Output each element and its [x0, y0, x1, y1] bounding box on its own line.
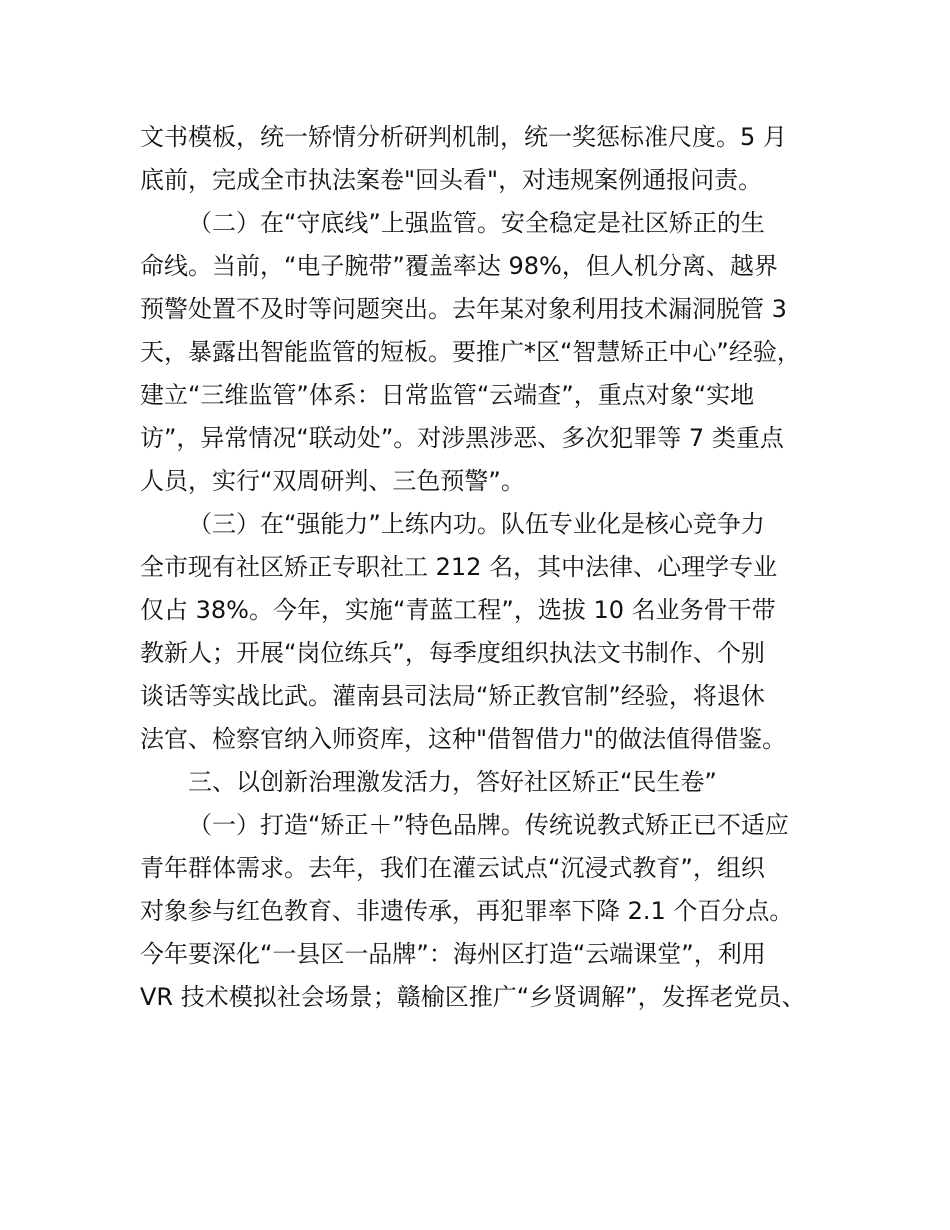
text-line: VR 技术模拟社会场景；赣榆区推广“乡贤调解”，发挥老党员、	[140, 983, 806, 1011]
text-line: 今年要深化“一县区一品牌”：海州区打造“云端课堂”，利用	[140, 940, 766, 968]
section-heading-3	[140, 761, 840, 804]
text-line: 建立“三维监管”体系：日常监管“云端查”，重点对象“实地	[140, 381, 755, 409]
heading-line: 三、以创新治理激发活力，答好社区矫正“民生卷”	[188, 768, 717, 796]
text-line: 访”，异常情况“联动处”。对涉黑涉恶、多次犯罪等 7 类重点	[140, 424, 784, 452]
text-line: 全市现有社区矫正专职社工 212 名，其中法律、心理学专业	[140, 553, 778, 581]
paragraph-section-2-3	[140, 503, 840, 761]
text-line: （二）在“守底线”上强监管。安全稳定是社区矫正的生	[188, 209, 765, 237]
paragraph-section-3-1	[140, 804, 840, 1019]
text-line: 对象参与红色教育、非遗传承，再犯罪率下降 2.1 个百分点。	[140, 897, 794, 925]
paragraph-section-2-2	[140, 202, 840, 503]
text-line: 仅占 38%。今年，实施“青蓝工程”，选拔 10 名业务骨干带	[140, 596, 776, 624]
text-line: 命线。当前，“电子腕带”覆盖率达 98%，但人机分离、越界	[140, 252, 778, 280]
text-line: 底前，完成全市执法案卷"回头看"，对违规案例通报问责。	[140, 166, 763, 194]
text-line: 青年群体需求。去年，我们在灌云试点“沉浸式教育”，组织	[140, 854, 765, 882]
document-body	[140, 116, 840, 1019]
text-line: 天，暴露出智能监管的短板。要推广*区“智慧矫正中心”经验，	[140, 338, 801, 366]
text-line: 预警处置不及时等问题突出。去年某对象利用技术漏洞脱管 3	[140, 295, 787, 323]
text-line: 文书模板，统一矫情分析研判机制，统一奖惩标准尺度。5 月	[140, 123, 787, 151]
paragraph-continuation	[140, 116, 840, 202]
text-line: 谈话等实战比武。灌南县司法局“矫正教官制”经验，将退休	[140, 682, 765, 710]
text-line: 人员，实行“双周研判、三色预警”。	[140, 467, 525, 495]
text-line: 教新人；开展“岗位练兵”，每季度组织执法文书制作、个别	[140, 639, 765, 667]
text-line: （一）打造“矫正＋”特色品牌。传统说教式矫正已不适应	[188, 811, 789, 839]
text-line: 法官、检察官纳入师资库，这种"借智借力"的做法值得借鉴。	[140, 725, 787, 753]
text-line: （三）在“强能力”上练内功。队伍专业化是核心竞争力	[188, 510, 765, 538]
